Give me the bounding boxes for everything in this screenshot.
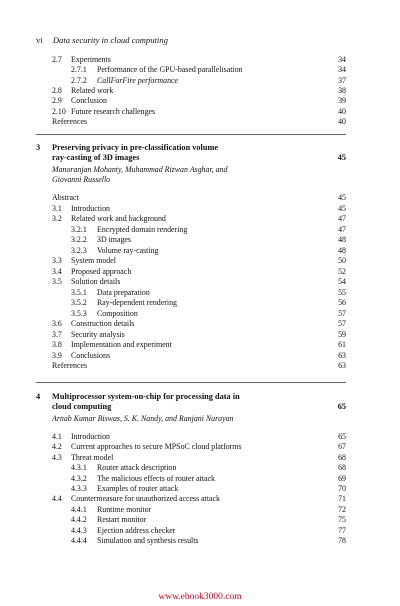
chapter-divider — [36, 134, 346, 135]
toc-entry-title: Future research challenges — [71, 106, 156, 116]
toc-entry-title: Volume ray-casting — [97, 245, 159, 255]
toc-entry-title: The malicious effects of router attack — [97, 473, 215, 483]
toc-entry[interactable] — [0, 515, 400, 525]
toc-entry-page: 67 — [338, 442, 346, 452]
toc-entry-title: Threat model — [71, 452, 114, 462]
toc-entry-title: Restart monitor — [97, 515, 147, 525]
toc-entry[interactable] — [0, 65, 400, 75]
toc-entry-number: 4.2 — [52, 442, 62, 452]
toc-entry-page: 68 — [338, 452, 346, 462]
toc-entry-page: 70 — [338, 484, 346, 493]
toc-entry-title: Implementation and experiment — [71, 340, 172, 349]
toc-entry-page: 40 — [338, 116, 346, 126]
toc-entry-title: Conclusions — [71, 350, 111, 360]
toc-entry-page: 69 — [338, 473, 346, 483]
toc-entry[interactable] — [0, 277, 400, 287]
toc-entry-page: 50 — [338, 256, 346, 265]
toc-entry-title: References — [52, 361, 88, 370]
toc-entry[interactable] — [0, 267, 400, 277]
toc-entry[interactable] — [0, 361, 400, 371]
toc-entry[interactable] — [0, 474, 400, 484]
toc-entry-number: 3.6 — [52, 319, 62, 328]
toc-entry[interactable] — [0, 432, 400, 442]
toc-entry-page: 48 — [338, 235, 346, 244]
toc-entry-title: Router attack description — [97, 463, 177, 473]
chapter-number: 4 — [36, 392, 41, 401]
toc-entry-number: 3.3 — [52, 256, 62, 265]
toc-entry-number: 2.7 — [52, 55, 62, 64]
toc-entry-page: 39 — [338, 96, 346, 106]
chapter-page: 45 — [337, 153, 346, 162]
toc-entry[interactable] — [0, 204, 400, 214]
toc-entry[interactable] — [0, 288, 400, 298]
toc-entry[interactable] — [0, 319, 400, 329]
chapter-title: Preserving privacy in pre-classification volume — [52, 143, 219, 152]
toc-entry-title: Performance of the GPU-based parallelisation — [97, 65, 243, 75]
toc-entry-page: 54 — [338, 277, 346, 286]
toc-entry-page: 55 — [338, 287, 346, 297]
toc-entry-number: 4.3.1 — [71, 463, 87, 473]
toc-entry-title: Solution details — [71, 277, 121, 286]
toc-entry-title: Composition — [97, 308, 138, 318]
toc-entry-number: 4.3.2 — [71, 473, 87, 483]
chapter-title-cont: ray-casting of 3D images — [52, 153, 140, 162]
toc-entry-number: 3.2.3 — [71, 245, 87, 255]
toc-entry-number: 4.4.2 — [71, 515, 87, 525]
toc-entry-title: Related work — [71, 85, 114, 95]
toc-entry-page: 77 — [338, 525, 346, 535]
toc-entry-title: Proposed approach — [71, 266, 132, 276]
chapter-title: Multiprocessor system-on-chip for processing data in — [52, 392, 240, 401]
toc-entry[interactable] — [0, 214, 400, 224]
toc-entry-page: 61 — [338, 340, 346, 349]
toc-entry[interactable] — [0, 309, 400, 319]
toc-entry-page: 59 — [338, 329, 346, 339]
toc-entry-page: 65 — [338, 432, 346, 441]
toc-entry-title: Introduction — [71, 432, 111, 441]
toc-entry[interactable] — [0, 256, 400, 266]
toc-entry-page: 57 — [338, 319, 346, 328]
toc-entry-number: 3.7 — [52, 329, 62, 339]
chapter-4-authors — [52, 414, 312, 424]
chapter-page: 65 — [337, 402, 346, 411]
toc-entry[interactable] — [0, 484, 400, 494]
toc-entry[interactable] — [0, 55, 400, 65]
toc-entry[interactable] — [0, 340, 400, 350]
toc-entry-title: Introduction — [71, 203, 111, 213]
toc-entry[interactable] — [0, 330, 400, 340]
toc-entry[interactable] — [0, 86, 400, 96]
toc-entry-title: Experiments — [71, 55, 111, 64]
toc-entry-page: 45 — [338, 193, 346, 202]
toc-entry-number: 3.2 — [52, 214, 62, 223]
toc-entry-number: 3.5.2 — [71, 298, 87, 307]
toc-entry-page: 34 — [338, 65, 346, 75]
toc-entry[interactable] — [0, 193, 400, 203]
toc-entry[interactable] — [0, 298, 400, 308]
toc-entry-number: 2.9 — [52, 96, 62, 106]
toc-entry[interactable] — [0, 225, 400, 235]
toc-entry-number: 4.1 — [52, 432, 62, 441]
toc-entry-number: 3.5.3 — [71, 308, 87, 318]
authors-line: Manoranjan Mohanty, Muhammad Rizwan Asghar, and — [52, 165, 228, 174]
toc-entry-page: 48 — [338, 245, 346, 255]
toc-entry-number: 3.1 — [52, 203, 62, 213]
authors-line: Giovanni Russello — [52, 175, 111, 184]
toc-entry-number: 3.5 — [52, 277, 62, 286]
toc-entry[interactable] — [0, 505, 400, 515]
toc-entry[interactable] — [0, 526, 400, 536]
authors-line: Arnab Kumar Biswas, S. K. Nandy, and Ranjani Narayan — [52, 414, 234, 423]
toc-entry-page: 75 — [338, 515, 346, 525]
toc-entry-page: 57 — [338, 308, 346, 318]
toc-entry-title: 3D images — [97, 235, 131, 244]
toc-entry-title: System model — [71, 256, 116, 265]
toc-entry-number: 2.7.1 — [71, 65, 87, 75]
toc-entry-page: 40 — [338, 106, 346, 116]
toc-entry[interactable] — [0, 536, 400, 546]
toc-entry-page: 68 — [338, 463, 346, 473]
toc-entry-page: 52 — [338, 266, 346, 276]
toc-entry-number: 3.5.1 — [71, 287, 87, 297]
toc-entry-number: 3.2.1 — [71, 224, 87, 234]
toc-entry-title: Runtime monitor — [97, 504, 152, 514]
toc-entry-number: 3.2.2 — [71, 235, 87, 244]
toc-entry[interactable] — [0, 107, 400, 117]
toc-entry-title: Current approaches to secure MPSoC cloud platforms — [71, 442, 242, 452]
toc-entry-page: 72 — [338, 504, 346, 514]
toc-entry[interactable] — [0, 442, 400, 452]
toc-entry-page: 47 — [338, 214, 346, 223]
toc-entry-number: 3.4 — [52, 266, 62, 276]
toc-entry[interactable] — [0, 494, 400, 504]
running-header — [36, 35, 168, 46]
toc-entry-page: 47 — [338, 224, 346, 234]
toc-entry-title: Security analysis — [71, 329, 125, 339]
toc-entry-page: 34 — [338, 55, 346, 64]
toc-entry-page: 56 — [338, 298, 346, 307]
toc-entry-page: 71 — [338, 494, 346, 504]
toc-entry-title: CallForFire performance — [97, 75, 179, 85]
running-title: Data security in cloud computing — [52, 35, 168, 45]
toc-entry[interactable] — [0, 117, 400, 127]
toc-entry[interactable] — [0, 235, 400, 245]
toc-entry-title: Ejection address checker — [97, 525, 176, 535]
toc-entry-number: 3.8 — [52, 340, 62, 349]
page-number: vi — [36, 35, 43, 45]
toc-entry-number: 4.4 — [52, 494, 62, 504]
toc-entry-title: Construction details — [71, 319, 135, 328]
toc-entry-number: 3.9 — [52, 350, 62, 360]
toc-entry-page: 37 — [338, 75, 346, 85]
toc-entry-title: Data preparation — [97, 287, 150, 297]
toc-entry-title: Conclusion — [71, 96, 107, 106]
toc-entry-title: Abstract — [52, 193, 79, 202]
toc-entry[interactable] — [0, 453, 400, 463]
toc-entry[interactable] — [0, 351, 400, 361]
toc-entry[interactable] — [0, 76, 400, 86]
toc-entry-title: References — [52, 116, 88, 126]
toc-entry-number: 2.8 — [52, 85, 62, 95]
toc-entry-page: 78 — [338, 536, 346, 545]
chapter-3-authors — [52, 165, 282, 185]
toc-entry-title: Ray-dependent rendering — [97, 298, 177, 307]
footer-url: www.ebook3000.com — [158, 592, 242, 602]
toc-entry-page: 63 — [338, 350, 346, 360]
toc-entry-page: 38 — [338, 85, 346, 95]
chapter-title-cont: cloud computing — [52, 402, 112, 411]
chapter-number: 3 — [36, 143, 41, 152]
toc-entry-number: 4.4.1 — [71, 504, 87, 514]
toc-entry-page: 45 — [338, 203, 346, 213]
toc-entry[interactable] — [0, 96, 400, 106]
toc-entry-title: Countermeasure for unauthorized access attack — [71, 494, 220, 504]
toc-entry-title: Encrypted domain rendering — [97, 224, 188, 234]
toc-entry-number: 2.10 — [52, 106, 66, 116]
toc-entry-title: Related work and background — [71, 214, 166, 223]
toc-entry[interactable] — [0, 246, 400, 256]
toc-entry[interactable] — [0, 463, 400, 473]
toc-entry-page: 63 — [338, 361, 346, 370]
toc-entry-number: 4.3 — [52, 452, 62, 462]
toc-entry-number: 2.7.2 — [71, 75, 87, 85]
toc-entry-number: 4.4.3 — [71, 525, 87, 535]
toc-entry-title: Simulation and synthesis results — [97, 536, 199, 545]
toc-entry-number: 4.3.3 — [71, 484, 87, 493]
toc-entry-title: Examples of router attack — [97, 484, 179, 493]
toc-entry-number: 4.4.4 — [71, 536, 87, 545]
chapter-divider — [36, 382, 346, 383]
